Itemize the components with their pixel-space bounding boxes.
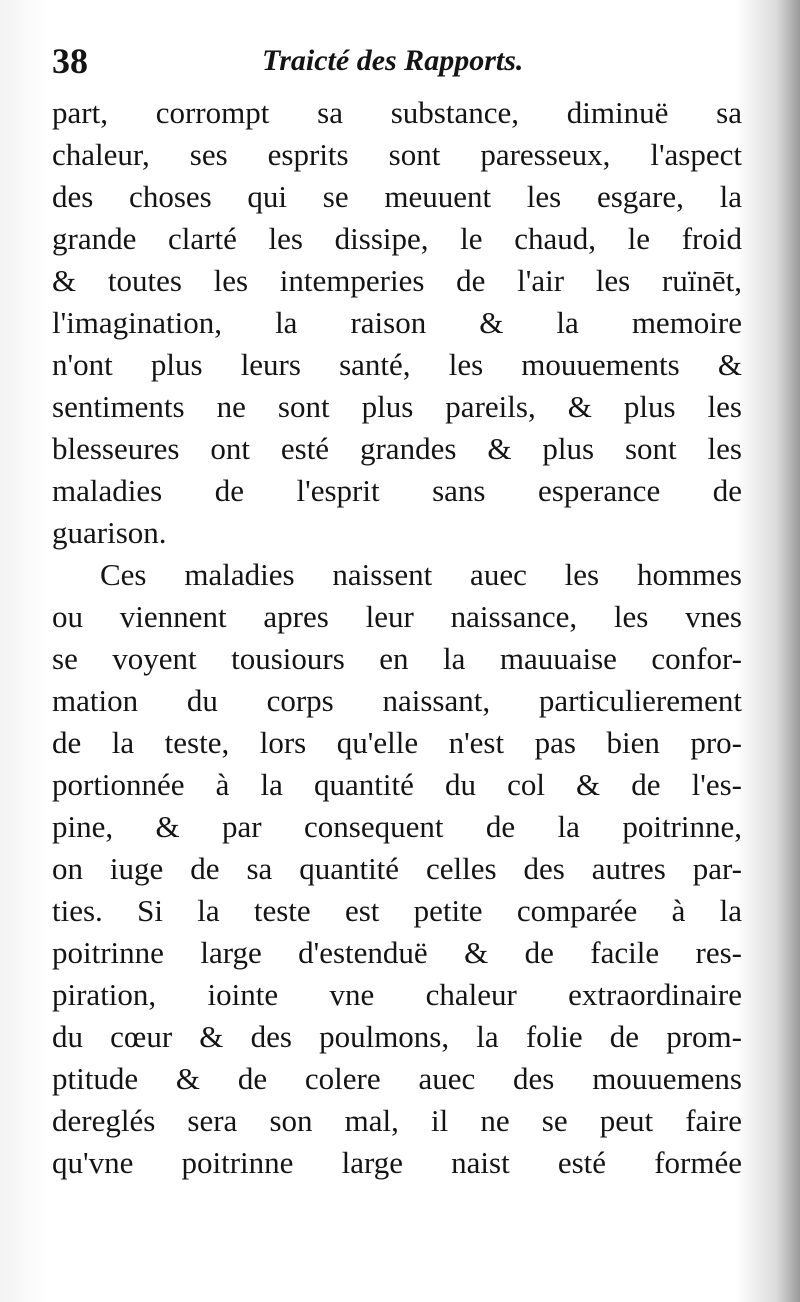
text-line: des choses qui se meuuent les esgare, la [52,179,742,214]
text-line: de la teste, lors qu'elle n'est pas bien pro- [52,725,742,760]
text-line: du cœur & des poulmons, la folie de prom- [52,1019,742,1054]
text-line: part, corrompt sa substance, diminuë sa [52,95,742,130]
text-line: grande clarté les dissipe, le chaud, le froid [52,221,742,256]
text-line: sentiments ne sont plus pareils, & plus les [52,389,742,424]
text-line: poitrinne large d'estenduë & de facile res- [52,935,742,970]
text-line: qu'vne poitrinne large naist esté formée [52,1145,742,1180]
text-line: piration, iointe vne chaleur extraordinaire [52,977,742,1012]
text-line: blesseures ont esté grandes & plus sont les [52,431,742,466]
running-head [52,40,740,92]
body-text [52,92,742,1184]
text-line: l'imagination, la raison & la memoire [52,305,742,340]
page-number: 38 [52,41,88,81]
text-line: guarison. [52,515,167,550]
text-line: ptitude & de colere auec des mouuemens [52,1061,742,1096]
text-line: n'ont plus leurs santé, les mouuements & [52,347,742,382]
text-line: chaleur, ses esprits sont paresseux, l'aspect [52,137,742,172]
text-line: & toutes les intemperies de l'air les ruïnēt, [52,263,742,298]
running-title: Traicté des Rapports. [262,44,524,77]
text-line: maladies de l'esprit sans esperance de [52,473,742,508]
text-line: ou viennent apres leur naissance, les vnes [52,599,742,634]
text-line: on iuge de sa quantité celles des autres par- [52,851,742,886]
text-line: portionnée à la quantité du col & de l'es- [52,767,742,802]
text-line: ties. Si la teste est petite comparée à la [52,893,742,928]
text-line: dereglés sera son mal, il ne se peut faire [52,1103,742,1138]
paragraph-start-line: Ces maladies naissent auec les hommes [100,557,742,592]
text-line: pine, & par consequent de la poitrinne, [52,809,742,844]
text-line: mation du corps naissant, particulierement [52,683,742,718]
text-line: se voyent tousiours en la mauuaise confor- [52,641,742,676]
